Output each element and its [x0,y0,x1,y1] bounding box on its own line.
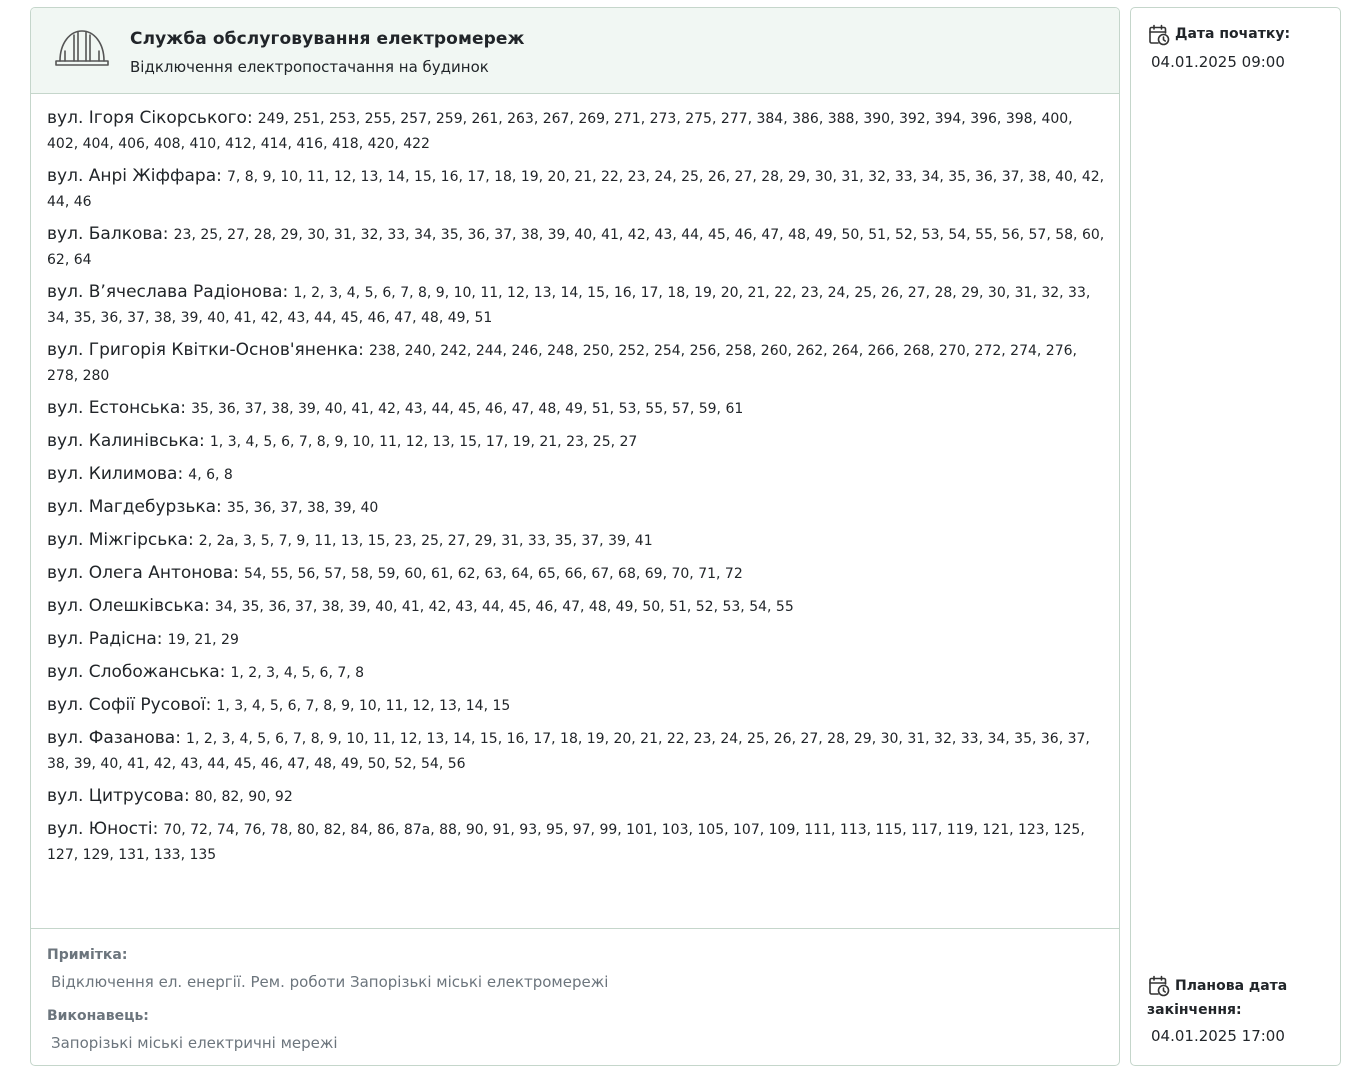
executor-value: Запорізькі міські електричні мережі [51,1034,338,1052]
street-name: вул. Олешківська: [47,596,210,616]
street-row [47,817,1107,867]
end-date-label: Планова дата закінчення: [1147,978,1288,1018]
street-row [47,528,1107,553]
street-list [47,106,1107,875]
street-houses: 70, 72, 74, 76, 78, 80, 82, 84, 86, 87а, 88, 90, 91, 93, 95, 97, 99, 101, 103, 105, 107, 109, 111, 113, 115, 117, 119, 121, 123, 125, 127, 129, 131, 133, 135 [47,822,1085,863]
street-row [47,164,1107,214]
street-houses: 35, 36, 37, 38, 39, 40, 41, 42, 43, 44, 45, 46, 47, 48, 49, 51, 53, 55, 57, 59, 61 [191,401,744,417]
street-name: вул. Юності: [47,819,159,839]
street-row [47,280,1107,330]
street-houses: 238, 240, 242, 244, 246, 248, 250, 252, 254, 256, 258, 260, 262, 264, 266, 268, 270, 272, 274, 276, 278, 280 [47,343,1077,384]
street-row [47,495,1107,520]
street-houses: 54, 55, 56, 57, 58, 59, 60, 61, 62, 63, 64, 65, 66, 67, 68, 69, 70, 71, 72 [244,566,743,582]
street-row [47,396,1107,421]
street-name: вул. Цитрусова: [47,786,190,806]
street-name: вул. Естонська: [47,398,187,418]
street-name: вул. Магдебурзька: [47,497,222,517]
street-name: вул. Софії Русової: [47,695,212,715]
street-name: вул. Міжгірська: [47,530,194,550]
street-row [47,726,1107,776]
street-name: вул. Радісна: [47,629,163,649]
service-title: Служба обслуговування електромереж [130,29,525,49]
street-houses: 2, 2а, 3, 5, 7, 9, 11, 13, 15, 23, 25, 27, 29, 31, 33, 35, 37, 39, 41 [198,533,653,549]
street-row [47,693,1107,718]
street-name: вул. Балкова: [47,224,169,244]
street-houses: 80, 82, 90, 92 [194,789,293,805]
end-date-value: 04.01.2025 17:00 [1151,1027,1285,1045]
start-date-value: 04.01.2025 09:00 [1151,53,1285,71]
street-houses: 23, 25, 27, 28, 29, 30, 31, 32, 33, 34, 35, 36, 37, 38, 39, 40, 41, 42, 43, 44, 45, 46, 47, 48, 49, 50, 51, 52, 53, 54, 55, 56, 57, 58, 60, 62, 64 [47,227,1105,268]
street-row [47,338,1107,388]
street-houses: 4, 6, 8 [188,467,233,483]
street-name: вул. Слобожанська: [47,662,226,682]
street-houses: 19, 21, 29 [167,632,239,648]
street-name: вул. Килимова: [47,464,184,484]
street-houses: 1, 2, 3, 4, 5, 6, 7, 8, 9, 10, 11, 12, 13, 14, 15, 16, 17, 18, 19, 20, 21, 22, 23, 24, 25, 26, 27, 28, 29, 30, 31, 32, 33, 34, 35, 36, 37, 38, 39, 40, 41, 42, 43, 44, 45, 46, 47, 48, 49, 50, 52, 54, 56 [47,731,1090,772]
street-houses: 1, 3, 4, 5, 6, 7, 8, 9, 10, 11, 12, 13, 14, 15 [216,698,511,714]
calendar-clock-icon [1148,24,1170,46]
street-row [47,429,1107,454]
executor-label: Виконавець: [47,1008,149,1024]
street-row [47,594,1107,619]
street-houses: 35, 36, 37, 38, 39, 40 [226,500,379,516]
street-name: вул. Ігоря Сікорського: [47,108,253,128]
outage-type: Відключення електропостачання на будинок [130,58,489,76]
start-date-label: Дата початку: [1175,26,1291,42]
street-row [47,660,1107,685]
street-name: вул. В’ячеслава Радіонова: [47,282,289,302]
street-row [47,106,1107,156]
street-name: вул. Григорія Квітки-Основ'яненка: [47,340,364,360]
outage-card [30,7,1120,1066]
helmet-icon [52,27,112,67]
street-houses: 1, 2, 3, 4, 5, 6, 7, 8 [230,665,365,681]
divider [31,928,1119,929]
street-name: вул. Олега Антонова: [47,563,239,583]
street-houses: 249, 251, 253, 255, 257, 259, 261, 263, 267, 269, 271, 273, 275, 277, 384, 386, 388, 390, 392, 394, 396, 398, 400, 402, 404, 406, 408, 410, 412, 414, 416, 418, 420, 422 [47,111,1073,152]
note-value: Відключення ел. енергії. Рем. роботи Запорізькі міські електромережі [51,973,609,991]
street-row [47,462,1107,487]
street-houses: 34, 35, 36, 37, 38, 39, 40, 41, 42, 43, 44, 45, 46, 47, 48, 49, 50, 51, 52, 53, 54, 55 [214,599,794,615]
street-row [47,222,1107,272]
note-label: Примітка: [47,947,128,963]
street-name: вул. Фазанова: [47,728,181,748]
dates-card [1130,7,1341,1066]
street-houses: 1, 2, 3, 4, 5, 6, 7, 8, 9, 10, 11, 12, 13, 14, 15, 16, 17, 18, 19, 20, 21, 22, 23, 24, 25, 26, 27, 28, 29, 30, 31, 32, 33, 34, 35, 36, 37, 38, 39, 40, 41, 42, 43, 44, 45, 46, 47, 48, 49, 51 [47,285,1091,326]
street-row [47,784,1107,809]
street-name: вул. Калинівська: [47,431,205,451]
card-header [31,8,1119,94]
street-row [47,561,1107,586]
street-houses: 7, 8, 9, 10, 11, 12, 13, 14, 15, 16, 17, 18, 19, 20, 21, 22, 23, 24, 25, 26, 27, 28, 29, 30, 31, 32, 33, 34, 35, 36, 37, 38, 40, 42, 44, 46 [47,169,1105,210]
street-houses: 1, 3, 4, 5, 6, 7, 8, 9, 10, 11, 12, 13, 15, 17, 19, 21, 23, 25, 27 [209,434,638,450]
street-row [47,627,1107,652]
street-name: вул. Анрі Жіффара: [47,166,222,186]
